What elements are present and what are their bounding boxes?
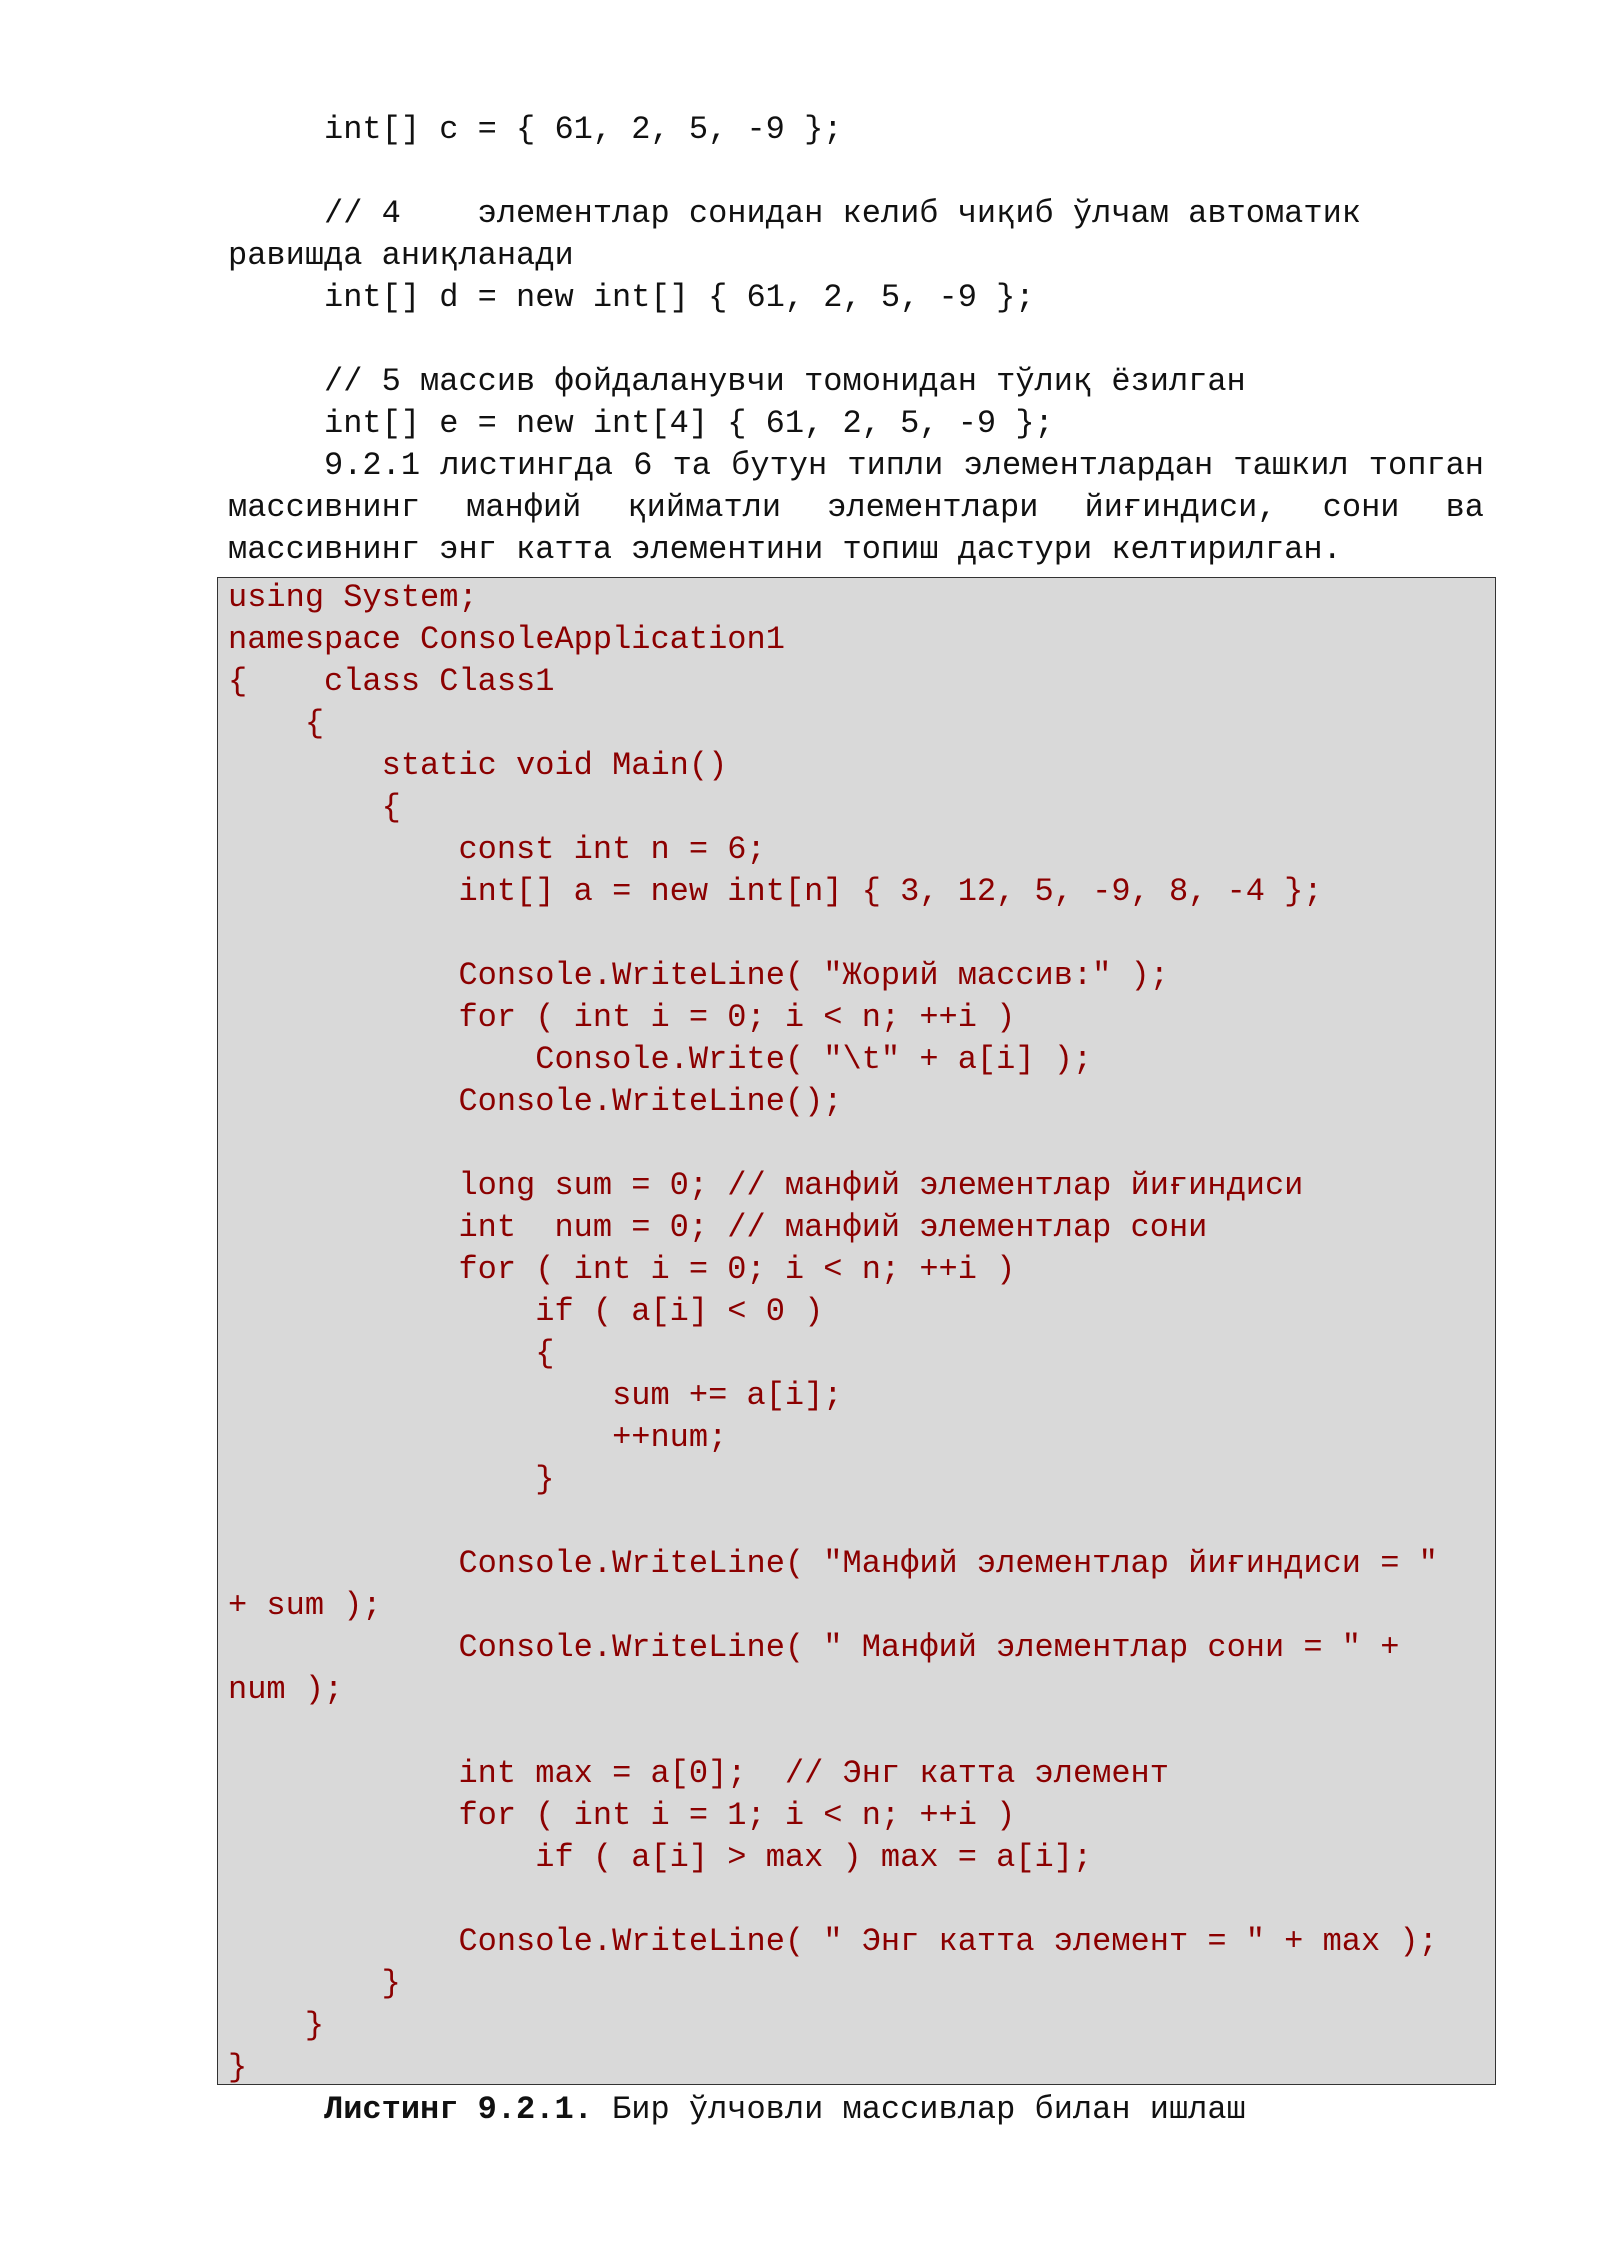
listing-caption <box>324 2089 1246 2131</box>
code-line: for ( int i = 0; i < n; ++i ) <box>228 1251 1016 1288</box>
caption-text: Бир ўлчовли массивлар билан ишлаш <box>592 2091 1246 2128</box>
code-line: ++num; <box>228 1419 728 1456</box>
paragraph-line-3: массивнинг энг катта элементини топиш дастури келтирилган. <box>228 531 1342 568</box>
code-line: for ( int i = 0; i < n; ++i ) <box>228 999 1016 1036</box>
code-line: { class Class1 <box>228 663 555 700</box>
code-line: Console.Write( "\t" + a[i] ); <box>228 1041 1093 1078</box>
code-line: } <box>228 2007 325 2044</box>
paragraph-line-1: 9.2.1 листингда 6 та бутун типли элементлардан ташкил топган <box>324 447 1484 484</box>
intro-line-5: // 5 массив фойдаланувчи томонидан тўлиқ ёзилган <box>324 363 1246 400</box>
code-line: int[] a = new int[n] { 3, 12, 5, -9, 8, -4 }; <box>228 873 1323 910</box>
intro-line-6: int[] e = new int[4] { 61, 2, 5, -9 }; <box>324 405 1054 442</box>
paragraph-line-2: массивнинг манфий қийматли элементлари йиғиндиси, сони ва <box>228 489 1484 526</box>
code-line: namespace ConsoleApplication1 <box>228 621 785 658</box>
intro-line-4: int[] d = new int[] { 61, 2, 5, -9 }; <box>324 279 1035 316</box>
code-line: sum += a[i]; <box>228 1377 843 1414</box>
code-listing <box>217 577 1496 2085</box>
intro-line-3: равишда аниқланади <box>228 237 574 274</box>
code-line: num ); <box>228 1671 344 1708</box>
code-line: Console.WriteLine(); <box>228 1083 843 1120</box>
code-line: { <box>228 705 325 742</box>
caption-label: Листинг 9.2.1. <box>324 2091 593 2128</box>
code-line: int max = a[0]; // Энг катта элемент <box>228 1755 1169 1792</box>
code-line: Console.WriteLine( "Манфий элементлар йиғиндиси = " <box>228 1545 1438 1582</box>
code-line: if ( a[i] < 0 ) <box>228 1293 824 1330</box>
code-line: int num = 0; // манфий элементлар сони <box>228 1209 1208 1246</box>
code-line: for ( int i = 1; i < n; ++i ) <box>228 1797 1016 1834</box>
code-line: const int n = 6; <box>228 831 766 868</box>
intro-line-2: // 4 элементлар сонидан келиб чиқиб ўлчам автоматик <box>324 195 1361 232</box>
code-line: Console.WriteLine( " Энг катта элемент = " + max ); <box>228 1923 1438 1960</box>
code-line: static void Main() <box>228 747 728 784</box>
code-line: Console.WriteLine( "Жорий массив:" ); <box>228 957 1169 994</box>
code-line: + sum ); <box>228 1587 382 1624</box>
code-line: if ( a[i] > max ) max = a[i]; <box>228 1839 1093 1876</box>
code-line: } <box>228 2049 248 2086</box>
code-line: { <box>228 1335 555 1372</box>
code-line: using System; <box>228 579 478 616</box>
code-line: } <box>228 1965 401 2002</box>
intro-line-1: int[] c = { 61, 2, 5, -9 }; <box>324 111 843 148</box>
code-line: { <box>228 789 401 826</box>
code-line: long sum = 0; // манфий элементлар йиғиндиси <box>228 1167 1304 1204</box>
code-line: Console.WriteLine( " Манфий элементлар сони = " + <box>228 1629 1400 1666</box>
code-line: } <box>228 1461 555 1498</box>
